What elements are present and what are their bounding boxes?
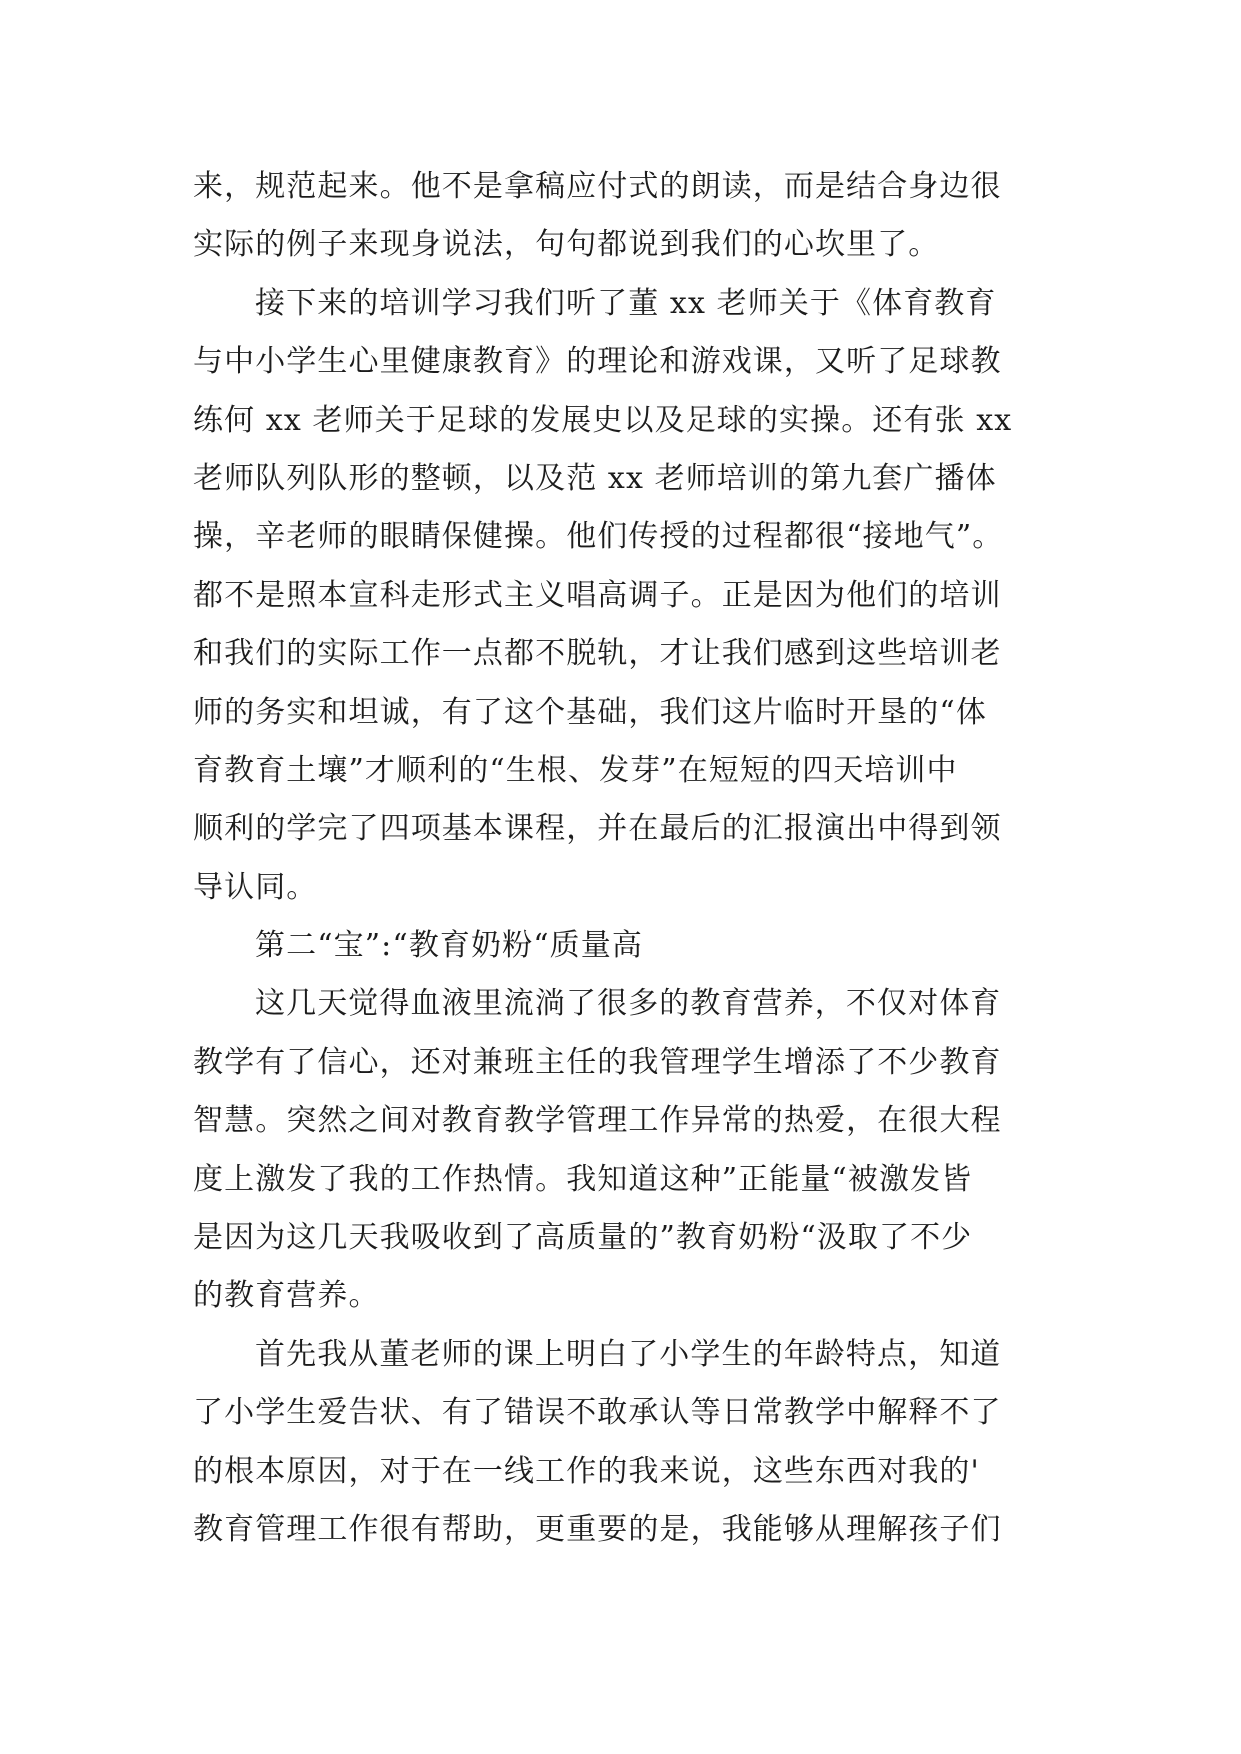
section-heading: 第二“宝”:“教育奶粉“质量高	[255, 928, 643, 964]
text-line: 顺利的学完了四项基本课程，并在最后的汇报演出中得到领	[193, 811, 1002, 847]
text-line: 和我们的实际工作一点都不脱轨，才让我们感到这些培训老	[193, 636, 1002, 672]
text-line: 是因为这几天我吸收到了高质量的”教育奶粉“汲取了不少	[193, 1220, 973, 1256]
text-line: 练何 xx 老师关于足球的发展史以及足球的实操。还有张 xx	[193, 402, 1013, 438]
text-line: 这几天觉得血液里流淌了很多的教育营养，不仅对体育	[255, 986, 1002, 1022]
text-line: 育教育土壤”才顺利的“生根、发芽”在短短的四天培训中	[193, 752, 958, 788]
text-line: 老师队列队形的整顿，以及范 xx 老师培训的第九套广播体	[193, 460, 997, 496]
text-line: 首先我从董老师的课上明白了小学生的年龄特点，知道	[255, 1336, 1002, 1372]
document-body	[193, 158, 1053, 1559]
text-line: 来，规范起来。他不是拿稿应付式的朗读，而是结合身边很	[193, 169, 1002, 204]
text-line: 的根本原因，对于在一线工作的我来说，这些东西对我的'	[193, 1453, 980, 1489]
text-line: 操，辛老师的眼睛保健操。他们传授的过程都很“接地气”。	[193, 519, 1004, 555]
text-line: 教育管理工作很有帮助，更重要的是，我能够从理解孩子们	[193, 1511, 1002, 1547]
text-line: 接下来的培训学习我们听了董 xx 老师关于《体育教育	[255, 285, 997, 321]
text-line: 的教育营养。	[193, 1278, 380, 1314]
text-line: 实际的例子来现身说法，句句都说到我们的心坎里了。	[193, 227, 940, 263]
text-line: 度上激发了我的工作热情。我知道这种”正能量“被激发皆	[193, 1161, 973, 1197]
text-line: 师的务实和坦诚，有了这个基础，我们这片临时开垦的“体	[193, 694, 987, 730]
text-line: 与中小学生心里健康教育》的理论和游戏课，又听了足球教	[193, 344, 1002, 380]
text-line: 智慧。突然之间对教育教学管理工作异常的热爱，在很大程	[193, 1103, 1002, 1139]
text-line: 都不是照本宣科走形式主义唱高调子。正是因为他们的培训	[193, 577, 1002, 613]
text-line: 了小学生爱告状、有了错误不敢承认等日常教学中解释不了	[193, 1395, 1002, 1431]
text-line: 导认同。	[193, 869, 318, 905]
text-line: 教学有了信心，还对兼班主任的我管理学生增添了不少教育	[193, 1044, 1002, 1080]
